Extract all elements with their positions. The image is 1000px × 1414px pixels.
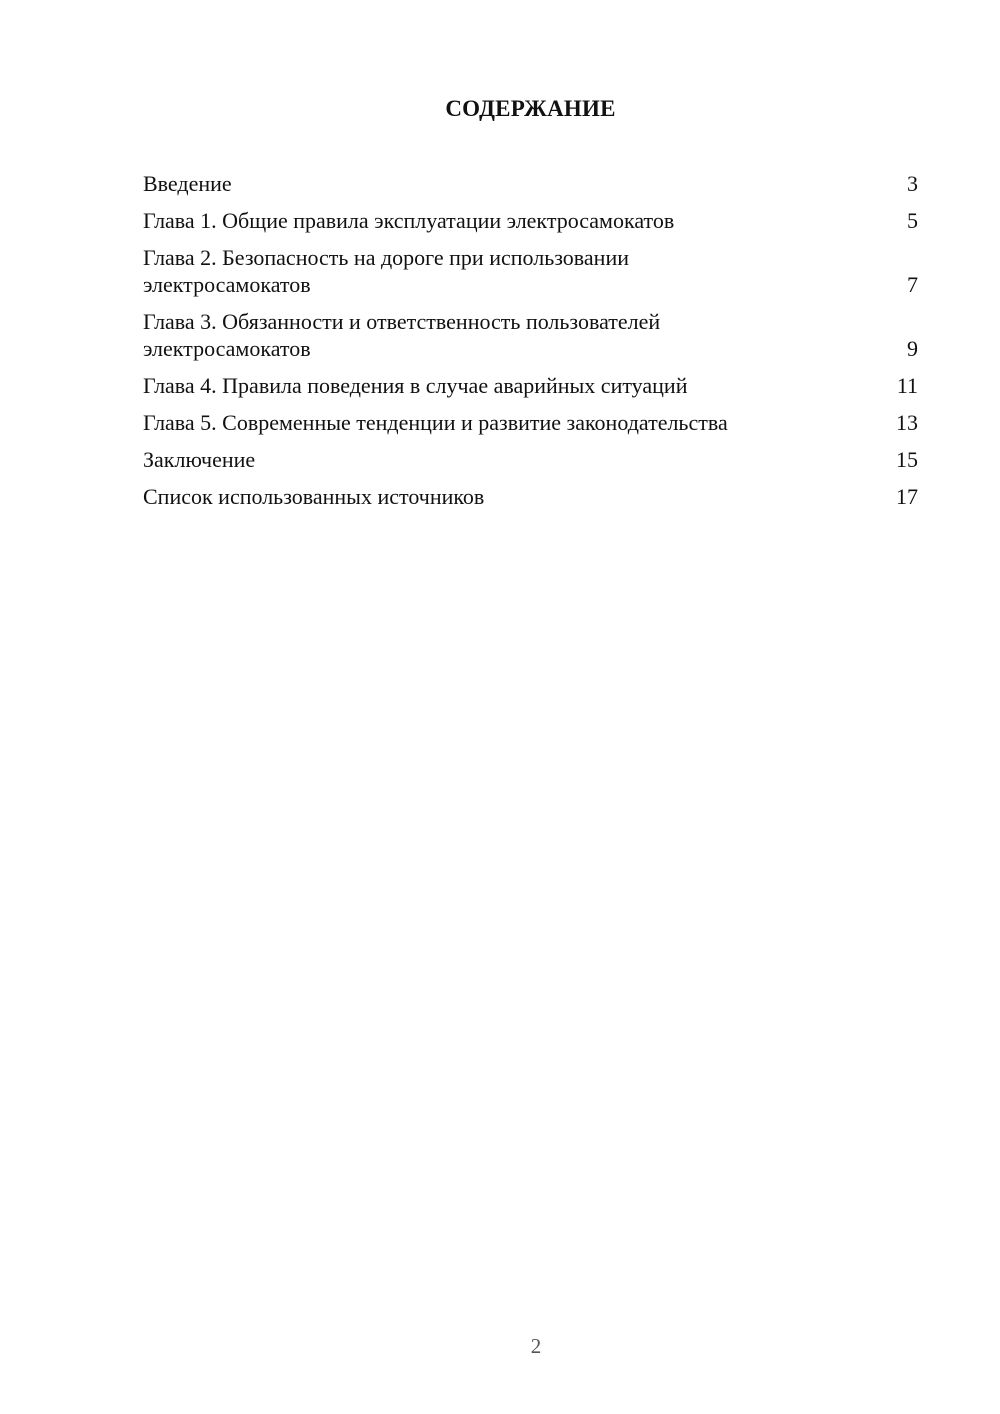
toc-entry-text: Список использованных источников <box>143 484 485 509</box>
toc-entry-chapter-1 <box>143 207 918 234</box>
page-title: СОДЕРЖАНИЕ <box>445 96 616 121</box>
toc-entry-text: Глава 4. Правила поведения в случае аварийных ситуаций <box>143 373 688 398</box>
toc-entry-chapter-2 <box>143 244 918 298</box>
toc-entry-page: 5 <box>907 208 918 233</box>
toc-entry-page: 13 <box>896 410 918 435</box>
toc-entry-conclusion <box>143 446 918 473</box>
toc-entry-text: Введение <box>143 171 232 196</box>
table-of-contents <box>143 170 918 520</box>
toc-entry-chapter-4 <box>143 372 918 399</box>
toc-entry-page: 3 <box>907 171 918 196</box>
toc-entry-references <box>143 483 918 510</box>
toc-entry-text: Глава 2. Безопасность на дороге при использовании электросамокатов <box>143 245 629 297</box>
toc-entry-text: Глава 3. Обязанности и ответственность пользователей электросамокатов <box>143 309 661 361</box>
toc-entry-text: Глава 5. Современные тенденции и развитие законодательства <box>143 410 728 435</box>
toc-entry-page: 9 <box>907 336 918 361</box>
toc-entry-text: Глава 1. Общие правила эксплуатации электросамокатов <box>143 208 675 233</box>
toc-entry-chapter-3 <box>143 308 918 362</box>
toc-entry-introduction <box>143 170 918 197</box>
toc-entry-page: 7 <box>907 272 918 297</box>
toc-entry-text: Заключение <box>143 447 256 472</box>
toc-entry-page: 11 <box>896 373 918 398</box>
toc-entry-chapter-5 <box>143 409 918 436</box>
toc-entry-page: 17 <box>896 484 918 509</box>
toc-entry-page: 15 <box>896 447 918 472</box>
page-number: 2 <box>530 1334 542 1358</box>
